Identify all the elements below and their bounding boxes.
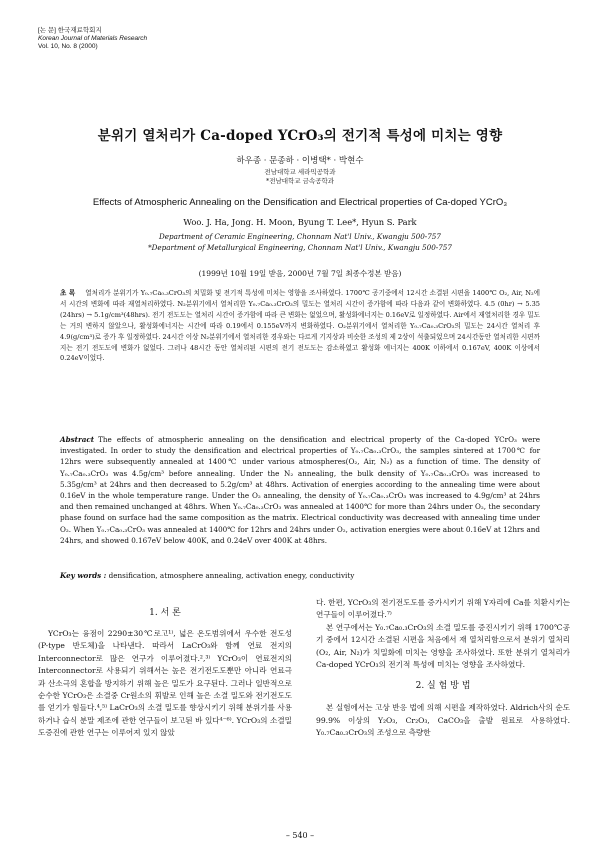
korean-affiliations — [0, 168, 600, 186]
korean-affiliation: *전남대학교 금속공학과 — [265, 177, 335, 185]
korean-affiliation: 전남대학교 세라믹공학과 — [264, 168, 336, 176]
section-heading-introduction: 1. 서 론 — [149, 608, 181, 618]
english-title: Effects of Atmospheric Annealing on the Densification and Electrical properties of Ca-doped YCrO₃ — [92, 197, 508, 208]
journal-volume: Vol. 10, No. 8 (2000) — [38, 43, 98, 50]
journal-header — [38, 27, 147, 51]
korean-abstract — [60, 288, 540, 364]
left-column — [38, 628, 292, 740]
korean-authors: 하우종 · 문종하 · 이병택* · 박현수 — [236, 156, 364, 166]
keywords-label: Key words : — [60, 571, 107, 580]
english-abstract-text: The effects of atmospheric annealing on the densification and electrical property of the Ca-doped YCrO₃ were investigated. In order to study the densification and electrical properties of Y₀.₇Ca₀.₃CrO₃, the samples sintered at 1700℃ for 12hrs were subsequently annealed at 1400℃ under various atmospheres(O₂, Air, N₂) as a function of time. The density of Y₀.₇Ca₀.₃CrO₃ was 4.5g/cm³ before annealing. Under the N₂ annealing, the bulk density of Y₀.₇Ca₀.₃CrO₃ was increased to 5.35g/cm³ at 24hrs and then decreased to 5.2g/cm³ at 48hrs. Activation of energies according to the annealing time were about 0.16eV in the whole temperature range. Under the O₂ annealing, the density of Y₀.₇Ca₀.₃CrO₃ was increased to 4.9g/cm³ at 24hrs and then remained unchanged at 48hrs. When Y₀.₇Ca₀.₃CrO₃ was annealed at 1400℃ for more than 24hrs under O₂, the secondary phase found on surface had the same composition as the matrix. Electrical conductivity was decreased with annealing time under O₂. When Y₀.₇Ca₀.₃CrO₃ was annealed at 1400℃ for 12hrs and 24hrs under O₂, activation energies were about 0.16eV at 12hrs and 24hrs, and showed 0.167eV below 400K, and 0.24eV over 400K at 48hrs. — [60, 435, 540, 545]
korean-title: 분위기 열처리가 Ca-doped YCrO₃의 전기적 특성에 미치는 영향 — [97, 128, 503, 144]
page-number: – 540 – — [285, 831, 315, 840]
right-column — [316, 597, 570, 740]
section-heading-experimental: 2. 실 험 방 법 — [415, 681, 471, 692]
english-abstract — [60, 434, 540, 546]
english-affiliations — [0, 231, 600, 253]
intro-paragraph: YCrO₃는 융점이 2290±30℃로고¹⁾, 넓은 온도범위에서 우수한 전도성(P-type 반도체)을 나타낸다. 따라서 LaCrO₃와 함께 연료 전지의 Interconnector로 많은 연구가 이루어졌다.²,³⁾ YCrO₃이 연료전지의 Interconnector로 사용되기 위해서는 높은 전기전도도뿐만 아니라 연료극과 산소극의 혼합을 방지하기 위해 높은 밀도가 요구된다. 그러나 일반적으로 순수한 YCrO₃은 소결중 Cr원소의 휘발로 인해 높은 소결 밀도와 전기전도도를 얻기가 힘들다.⁴,⁵⁾ LaCrO₃의 소결 밀도를 향상시키기 위해 분위기를 사용하거나 습식 분말 제조에 관한 연구들이 보고된 바 있다⁴⁻⁶⁾. YCrO₃의 소결밀도증진에 관한 연구는 이루어져 있지 않았 — [38, 629, 292, 738]
english-abstract-label: Abstract — [60, 435, 95, 444]
english-affiliation: *Department of Metallurgical Engineering, Chonnam Nat'l Univ., Kwangju 500-757 — [148, 243, 452, 252]
korean-abstract-text: 열처리가 분위기가 Y₀.₇Ca₀.₃CrO₃의 치밀화 및 전기적 특성에 미치는 영향을 조사하였다. 1700℃ 공기중에서 12시간 소결된 시편을 1400℃ O₂, Air, N₂에서 시간의 변화에 따라 재열처리하였다. N₂분위기에서 열처리한 Y₀.₇Ca₀.₃CrO₃의 밀도는 열처리 시간이 증가함에 따라 다음과 같이 변화하였다. 4.5 (0hr) → 5.35 (24hrs) → 5.1g/cm³(48hrs). 전기 전도도는 열처리 시간이 증가함에 따라 큰 변화는 없었으며, 활성화에너지는 0.16eV로 일정하였다. Air에서 재열처리한 경우 밀도는 거의 변하지 않았으나, 활성화에너지는 시간에 따라 0.19에서 0.155eV까지 변화하였다. O₂분위기에서 열처리한 Y₀.₇Ca₀.₃CrO₃의 밀도는 24시간 열처리 후 4.9(g/cm³)로 증가 후 일정하였다. 24시간 이상 N₂분위기에서 열처리한 경우와는 다르게 기지상과 비슷한 조성의 제 2상이 석출되었으며 24시간동안 열처리한 시편까지는 전기 전도도에 변화가 없었다. 그러나 48시간 동안 열처리된 시편의 전기 전도도는 감소하였고 활성화 에너지는 400K 이하에서 0.167eV, 400K 이상에서 0.24eV이었다. — [60, 289, 540, 363]
experimental-paragraph: 본 실험에서는 고상 반응 법에 의해 시편을 제작하였다. Aldrich사의 순도 99.9% 이상의 Y₂O₃, Cr₂O₃, CaCO₃을 출발 원료로 사용하였다. Y₀.₇Ca₀.₃CrO₃의 조성으로 측량한 — [316, 703, 570, 738]
keywords-text: densification, atmosphere annealing, activation enegy, conductivity — [108, 571, 355, 580]
korean-abstract-label: 초 록 — [60, 289, 76, 297]
english-authors: Woo. J. Ha, Jong. H. Moon, Byung T. Lee*, Hyun S. Park — [183, 217, 417, 227]
journal-name-english: Korean Journal of Materials Research — [38, 35, 148, 42]
received-date: (1999년 10월 19일 받음, 2000년 7월 7일 최종수정본 받음) — [198, 269, 402, 278]
journal-name-korean: [논 문] 한국재료학회지 — [38, 27, 102, 34]
intro-continuation: 다. 한편, YCrO₃의 전기전도도를 증가시키기 위해 Y자리에 Ca를 치환시키는 연구들이 이루어졌다.⁷⁾ — [316, 598, 570, 620]
english-affiliation: Department of Ceramic Engineering, Chonnam Nat'l Univ., Kwangju 500-757 — [159, 232, 441, 241]
keywords — [60, 571, 540, 580]
intro-paragraph-2: 본 연구에서는 Y₀.₇Ca₀.₃CrO₃의 소결 밀도를 증진시키기 위해 1700℃공기 중에서 12시간 소결된 시편을 처음에서 재 열처리함으로서 분위기 열처리(O₂, Air, N₂)가 치밀화에 미치는 영향을 조사하였다. 또한 분위기 열처리가 Ca-doped YCrO₃의 전기적 특성에 미치는 영향을 조사하였다. — [316, 622, 570, 670]
